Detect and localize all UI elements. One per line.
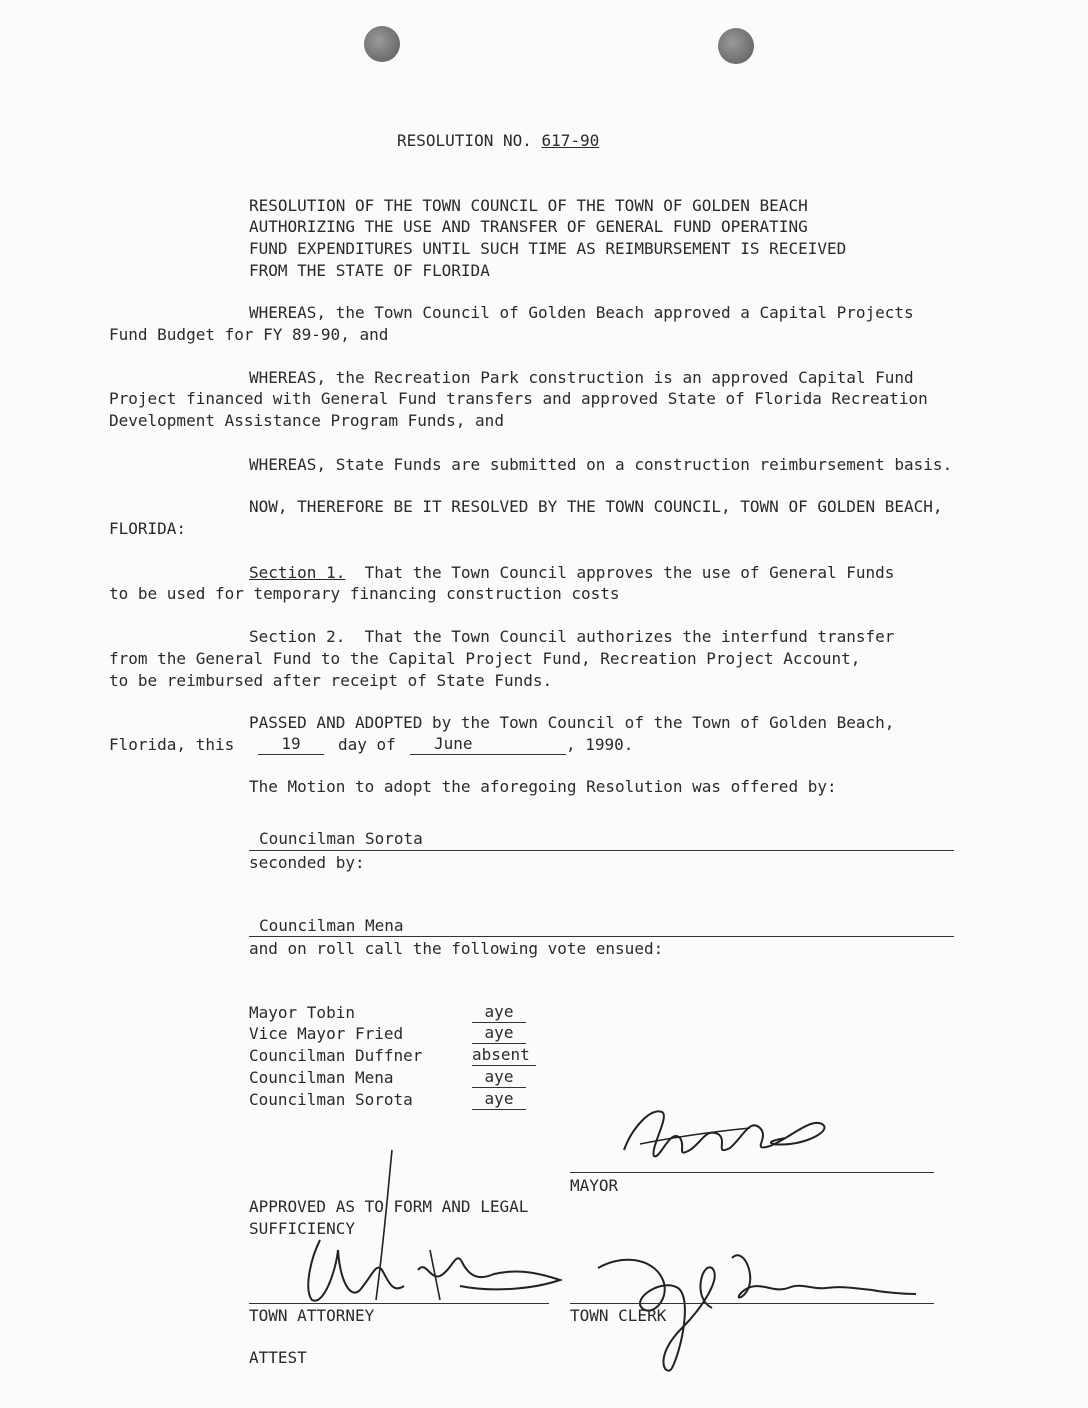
mayor-label: MAYOR (570, 1176, 619, 1195)
approved-text-1: APPROVED AS TO FORM AND LEGAL (249, 1197, 529, 1216)
adoption-month: June (410, 734, 566, 755)
resolution-heading: RESOLUTION NO. 617-90 (397, 131, 600, 150)
motion-intro: The Motion to adopt the aforegoing Resolution was offered by: (249, 777, 837, 796)
vote-value: absent (472, 1045, 536, 1066)
voter-name: Councilman Sorota (249, 1090, 413, 1109)
approved-text-2: SUFFICIENCY (249, 1219, 355, 1238)
clerk-label: TOWN CLERK (570, 1306, 667, 1325)
whereas-clause-3: WHEREAS, State Funds are submitted on a construction reimbursement basis. (249, 455, 953, 474)
punch-hole-left (364, 26, 400, 62)
roll-call-text: and on roll call the following vote ensued: (249, 939, 664, 958)
attest-label: ATTEST (249, 1348, 307, 1367)
mayor-signature-line (570, 1172, 934, 1173)
vote-value: aye (472, 1067, 526, 1088)
resolution-page: RESOLUTION NO. 617-90 RESOLUTION OF THE TOWN COUNCIL OF THE TOWN OF GOLDEN BEACH AUTHORIZING THE USE AND TRANSFER OF GENERAL FUND OPERATING FUND EXPENDITURES UNTIL SUCH TIME AS REIMBURSEMENT IS RECEIVED FROM THE STATE OF FLORIDA WHEREAS, the Town Council of Golden Beach approved a Capital Projects Fund Budget for FY 89-90, and WHEREAS, the Recreation Park construction is an approved Capital Fund Project financed with General Fund transfers and approved State of Florida Recreation Development Assistance Program Funds, and WHEREAS, State Funds are submitted on a construction reimbursement basis. NOW, THEREFORE BE IT RESOLVED BY THE TOWN COUNCIL, TOWN OF GOLDEN BEACH, FLORIDA: Section 1. That the Town Council approves the use of General Funds to be used for temporary financing construction costs Section 2. That the Town Council authorizes the interfund transfer from the General Fund to the Capital Project Fund, Recreation Project Account, to be reimbursed after receipt of State Funds. PASSED AND ADOPTED by the Town Council of the Town of Golden Beach, Florida, this 19 day of June , 1990. The Motion to adopt the aforegoing Resolution was offered by: Councilman Sorota seconded by: Councilman Mena and on roll call the following vote ensued: Mayor Tobin aye Vice Mayor Fried aye Councilman Duffner absent Councilman Mena aye Councilman Sorota aye MAYOR APPROVED AS TO FORM AND LEGAL SUFFICIENCY TOWN ATTORNEY TOWN CLERK ATTEST (0, 0, 1088, 1408)
mayor-signature (610, 1098, 840, 1178)
offered-by-name: Councilman Sorota (259, 829, 423, 848)
seconded-by-name: Councilman Mena (259, 916, 404, 935)
voter-name: Councilman Mena (249, 1068, 394, 1087)
clerk-signature-line (570, 1303, 934, 1304)
vote-value: aye (472, 1002, 526, 1023)
voter-name: Councilman Duffner (249, 1046, 423, 1065)
seconded-label: seconded by: (249, 853, 365, 872)
punch-hole-right (718, 28, 754, 64)
resolution-number: 617-90 (541, 131, 600, 150)
attorney-label: TOWN ATTORNEY (249, 1306, 375, 1325)
adoption-day: 19 (258, 734, 324, 755)
voter-name: Vice Mayor Fried (249, 1024, 404, 1043)
voter-name: Mayor Tobin (249, 1003, 355, 1022)
vote-value: aye (472, 1023, 526, 1044)
vote-value: aye (472, 1089, 526, 1110)
attorney-signature-line (249, 1303, 549, 1304)
offered-by-line (249, 850, 954, 851)
seconded-by-line (249, 936, 954, 937)
attorney-signature (280, 1150, 570, 1310)
section-1-label: Section 1. (249, 563, 346, 582)
